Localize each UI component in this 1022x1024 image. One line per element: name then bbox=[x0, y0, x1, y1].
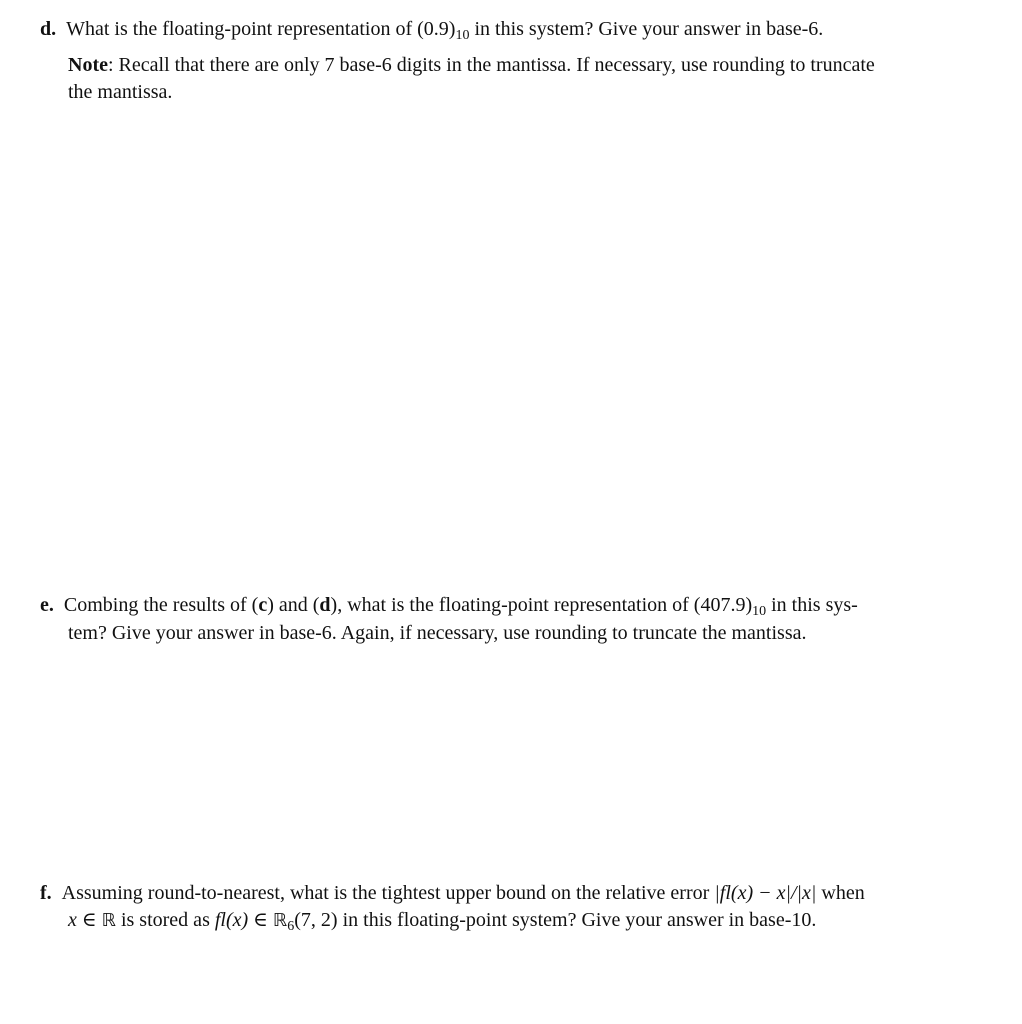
problem-e-label: e. bbox=[40, 594, 54, 616]
problem-f-text-c: is stored as bbox=[115, 909, 215, 931]
problem-d-expr-base: 10 bbox=[455, 28, 470, 43]
reals-symbol-2: ℝ bbox=[272, 910, 288, 931]
problem-d-text-a: What is the floating-point representation of bbox=[66, 18, 418, 40]
problem-e-ref-d: d bbox=[319, 594, 331, 616]
element-of-symbol-2: ∈ bbox=[248, 909, 273, 931]
problem-e-line2: tem? Give your answer in base-6. Again, if necessary, use rounding to truncate the mantissa. bbox=[68, 622, 807, 644]
problem-f-text-a: Assuming round-to-nearest, what is the tightest upper bound on the relative error bbox=[61, 882, 715, 904]
problem-f-line2 bbox=[68, 907, 816, 934]
element-of-symbol: ∈ bbox=[76, 909, 102, 931]
problem-d-expr: (0.9) bbox=[417, 18, 456, 40]
problem-e-text-c: ), what is the floating-point representation of bbox=[330, 594, 694, 616]
problem-e-text-b: ) and ( bbox=[267, 594, 320, 616]
note-label: Note bbox=[68, 54, 108, 76]
reals-symbol: ℝ bbox=[101, 910, 116, 931]
fl-x-expr: fl(x) bbox=[214, 909, 249, 931]
relative-error-expr: |fl(x) − x|/|x| bbox=[714, 882, 817, 904]
problem-e-text-d: in this sys- bbox=[766, 594, 858, 616]
problem-e-line1 bbox=[40, 592, 858, 618]
system-args: (7, 2) bbox=[294, 909, 338, 931]
var-x: x bbox=[68, 909, 77, 931]
problem-f-text-b: when bbox=[816, 882, 865, 904]
problem-f-line1 bbox=[40, 880, 865, 906]
note-text-a: : Recall that there are only 7 base-6 digits in the mantissa. If necessary, use rounding to truncate bbox=[107, 54, 875, 76]
problem-d-text-b: in this system? Give your answer in base-6. bbox=[469, 18, 824, 40]
problem-f-label: f. bbox=[40, 882, 52, 904]
problem-e-expr: (407.9) bbox=[693, 594, 753, 616]
problem-f-text-d: in this floating-point system? Give your answer in base-10. bbox=[337, 909, 817, 931]
problem-e-ref-c: c bbox=[258, 594, 268, 616]
reals-base: 6 bbox=[287, 919, 295, 934]
problem-d-note-line1 bbox=[68, 52, 875, 78]
problem-d-label: d. bbox=[40, 18, 57, 40]
problem-d-question bbox=[40, 16, 823, 42]
problem-d-note-line2: the mantissa. bbox=[68, 81, 173, 103]
problem-e-expr-base: 10 bbox=[752, 604, 767, 619]
problem-e-text-a: Combing the results of ( bbox=[63, 594, 259, 616]
